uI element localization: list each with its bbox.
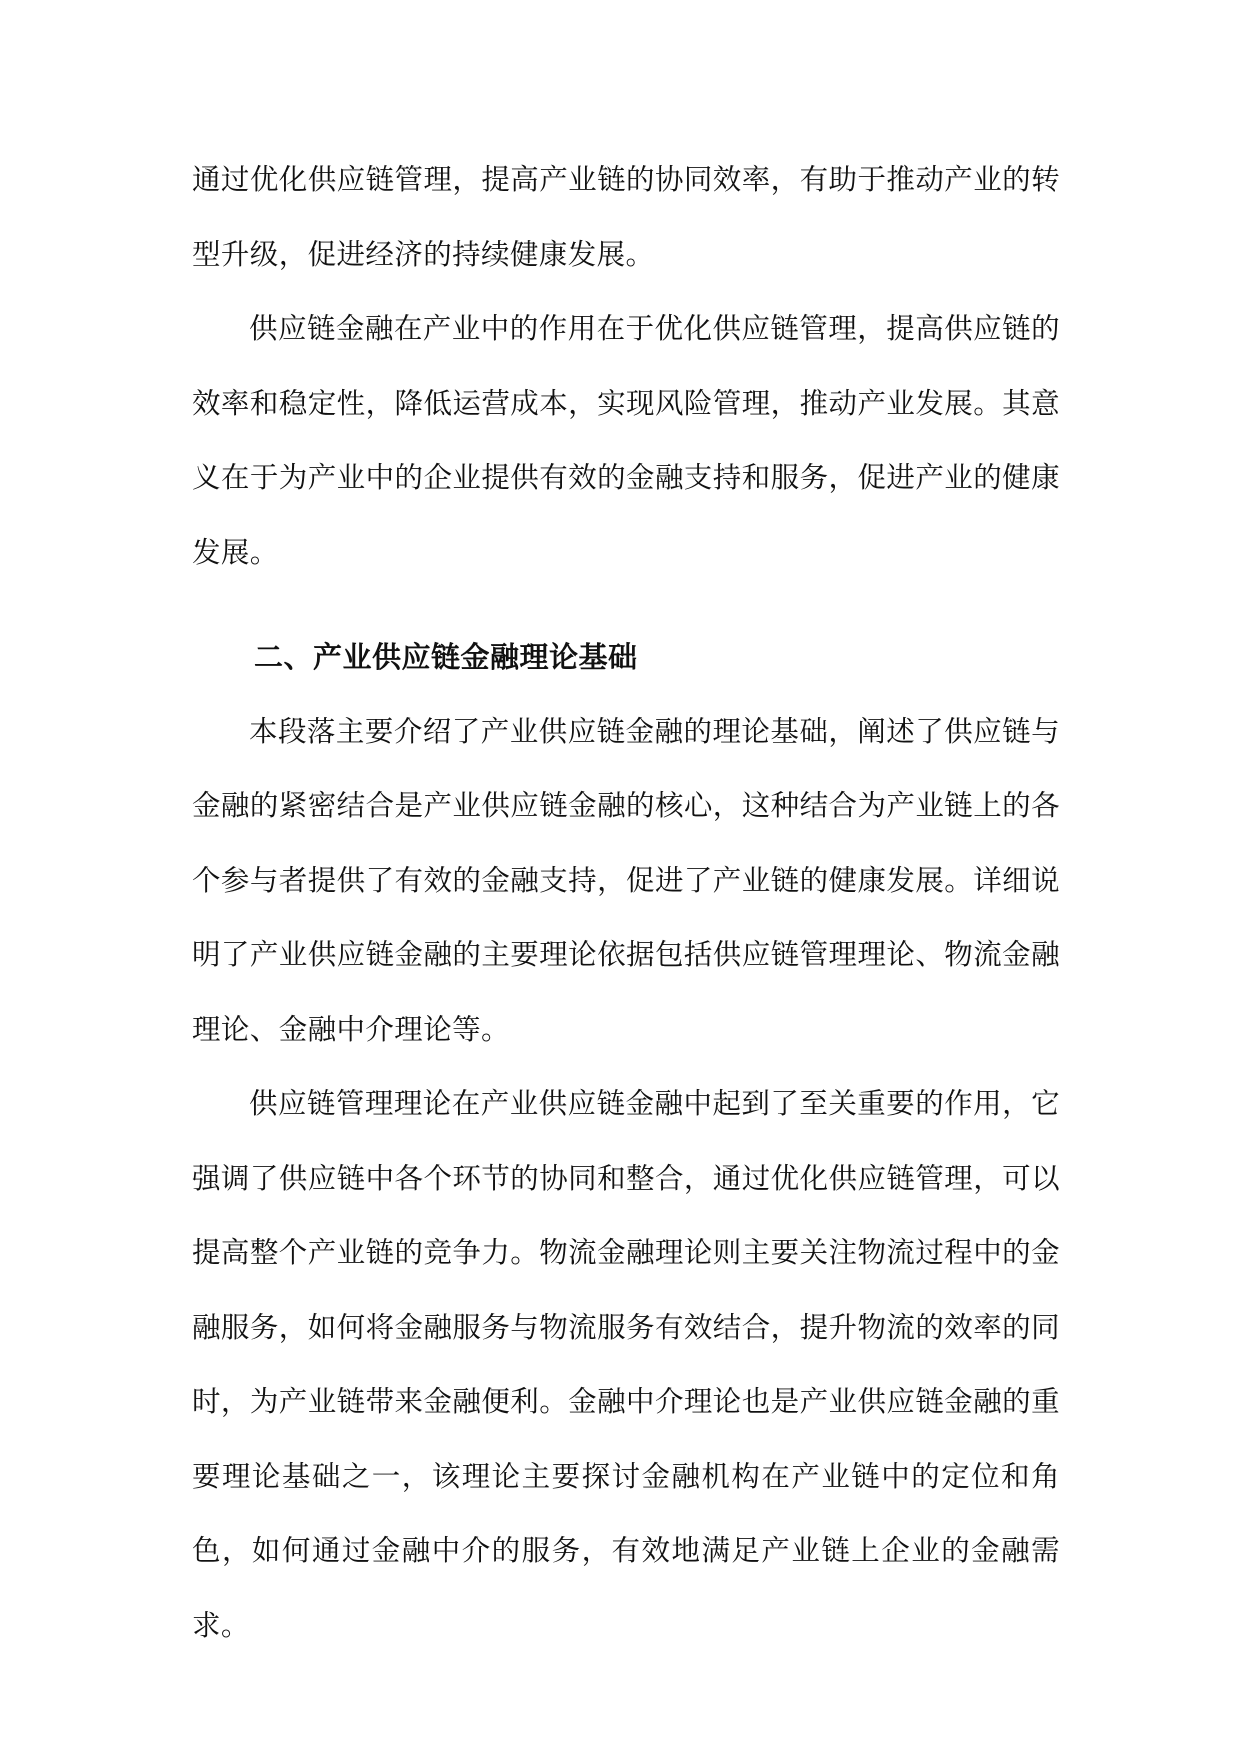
paragraph-theory-overview: 本段落主要介绍了产业供应链金融的理论基础，阐述了供应链与金融的紧密结合是产业供应链金融的核心，这种结合为产业链上的各个参与者提供了有效的金融支持，促进了产业链的健康发展。详细说明了产业供应链金融的主要理论依据包括供应链管理理论、物流金融理论、金融中介理论等。 [192,714,1060,1046]
paragraph-supply-chain-finance-role: 供应链金融在产业中的作用在于优化供应链管理，提高供应链的效率和稳定性，降低运营成本，实现风险管理，推动产业发展。其意义在于为产业中的企业提供有效的金融支持和服务，促进产业的健康发展。 [192,312,1060,569]
document-body [192,143,1060,1663]
section-heading: 二、产业供应链金融理论基础 [254,640,638,674]
paragraph-theory-details: 供应链管理理论在产业供应链金融中起到了至关重要的作用，它强调了供应链中各个环节的协同和整合，通过优化供应链管理，可以提高整个产业链的竞争力。物流金融理论则主要关注物流过程中的金融服务，如何将金融服务与物流服务有效结合，提升物流的效率的同时，为产业链带来金融便利。金融中介理论也是产业供应链金融的重要理论基础之一，该理论主要探讨金融机构在产业链中的定位和角色，如何通过金融中介的服务，有效地满足产业链上企业的金融需求。 [192,1087,1060,1642]
paragraph-continued-intro: 通过优化供应链管理，提高产业链的协同效率，有助于推动产业的转型升级，促进经济的持续健康发展。 [192,163,1060,271]
section-heading-wrapper [192,620,1060,695]
